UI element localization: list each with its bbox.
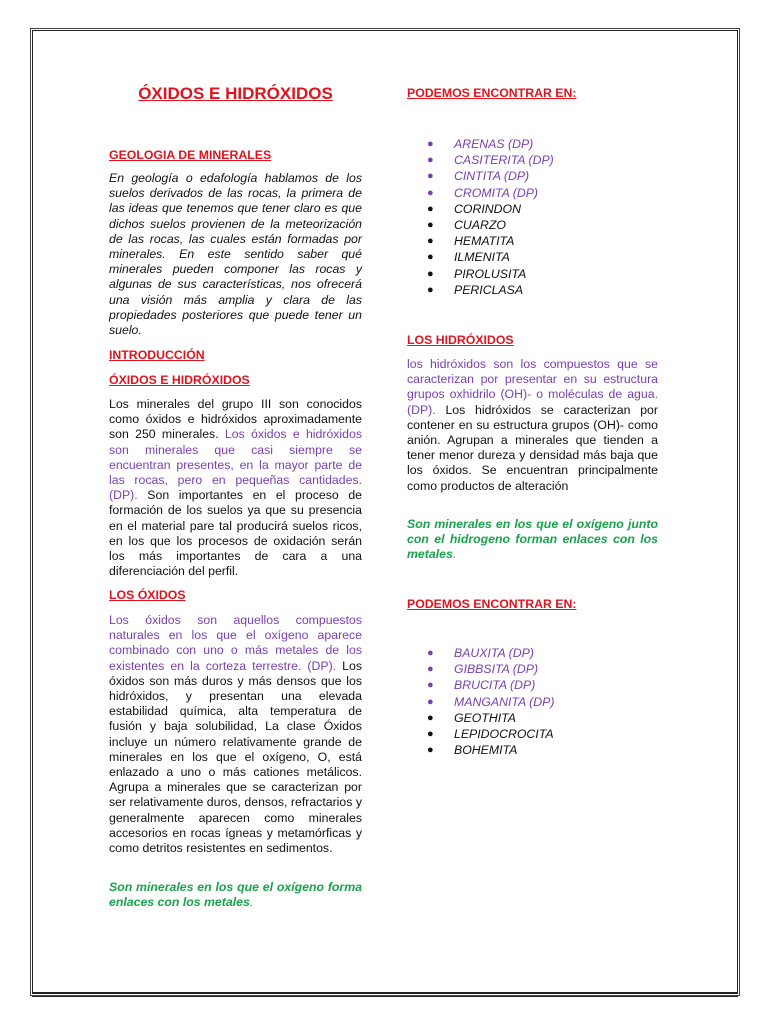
mineral-list-item bbox=[407, 152, 658, 168]
mineral-name: CINTITA (DP) bbox=[454, 169, 530, 184]
oxidos-hidroxidos-heading: ÓXIDOS E HIDRÓXIDOS bbox=[109, 373, 250, 387]
bullet-icon: ● bbox=[427, 663, 434, 676]
oxidos-green-statement bbox=[109, 880, 362, 910]
encontrar-heading-1: PODEMOS ENCONTRAR EN: bbox=[407, 86, 577, 100]
mineral-list-item bbox=[407, 185, 658, 201]
mineral-list-item bbox=[407, 710, 658, 726]
bullet-icon: ● bbox=[427, 283, 434, 296]
mineral-name: CROMITA (DP) bbox=[454, 185, 539, 200]
mineral-list-item bbox=[407, 266, 658, 282]
bullet-icon: ● bbox=[427, 728, 434, 741]
mineral-name: PERICLASA bbox=[454, 282, 524, 297]
mineral-name: CORINDON bbox=[454, 201, 521, 216]
hidroxidos-green-statement bbox=[407, 517, 658, 563]
bullet-icon: ● bbox=[427, 235, 434, 248]
mineral-list-item bbox=[407, 726, 658, 742]
mineral-name: HEMATITA bbox=[454, 234, 515, 249]
mineral-list-item bbox=[407, 694, 658, 710]
mineral-name: BRUCITA (DP) bbox=[454, 678, 536, 693]
intro-text-black: Los minerales del grupo III son conocidos como óxidos e hidróxidos aproximadamente son 250 minerales. bbox=[109, 397, 362, 442]
hidroxidos-heading: LOS HIDRÓXIDOS bbox=[407, 333, 514, 347]
hidroxidos-text-purple: los hidróxidos son los compuestos que se caracterizan por presentar en su estructura grupos oxhidrilo (OH)- o moléculas de agua. (DP). bbox=[407, 357, 658, 417]
mineral-name: CASITERITA (DP) bbox=[454, 153, 554, 168]
mineral-name: GIBBSITA (DP) bbox=[454, 662, 539, 677]
hidroxidos-green-text: Son minerales en los que el oxígeno junto con el hidrogeno forman enlaces con los metales bbox=[407, 517, 658, 562]
mineral-list-item bbox=[407, 282, 658, 298]
mineral-list-item bbox=[407, 233, 658, 249]
bullet-icon: ● bbox=[427, 219, 434, 232]
mineral-name: CUARZO bbox=[454, 218, 506, 233]
document-title: ÓXIDOS E HIDRÓXIDOS bbox=[138, 84, 333, 103]
bullet-icon: ● bbox=[427, 202, 434, 215]
introduccion-heading: INTRODUCCIÓN bbox=[109, 348, 205, 362]
mineral-list-item bbox=[407, 201, 658, 217]
mineral-list-item bbox=[407, 136, 658, 152]
mineral-name: PIROLUSITA bbox=[454, 266, 527, 281]
mineral-list-item bbox=[407, 168, 658, 184]
introduccion-paragraph bbox=[109, 397, 362, 579]
oxidos-paragraph bbox=[109, 613, 362, 856]
mineral-name: LEPIDOCROCITA bbox=[454, 727, 554, 742]
geologia-heading: GEOLOGIA DE MINERALES bbox=[109, 148, 272, 162]
bullet-icon: ● bbox=[427, 138, 434, 150]
bullet-icon: ● bbox=[427, 267, 434, 280]
oxidos-text-black: Los óxidos son más duros y más densos que los hidróxidos, y presentan una elevada estabilidad química, alta temperatura de fusión y baja solubilidad, La clase Óxidos incluye un número relativamente grande de minerales en los que el oxígeno, O, está enlazado a uno o más cationes metálicos. Agrupa a minerales que se caracterizan por ser relativamente duros, densos, refractarios y generalmente aparecen como minerales accesorios en rocas ígneas y metamórficas y como detritos resistentes en sedimentos. bbox=[109, 658, 362, 856]
mineral-name: ILMENITA bbox=[454, 250, 510, 265]
mineral-name: BOHEMITA bbox=[454, 743, 518, 758]
geologia-paragraph: En geología o edafología hablamos de los suelos derivados de las rocas, la primera de las ideas que tenemos que tener claro es que dichos suelos provienen de la meteorización de las rocas, las cuales están formadas por minerales. En este sentido saber qué minerales pueden componer las rocas y algunas de sus características, nos ofrecerá una visión más amplia y clara de las propiedades posteriores que puede tener un suelo. bbox=[109, 171, 362, 338]
mineral-name: GEOTHITA bbox=[454, 710, 516, 725]
bullet-icon: ● bbox=[427, 170, 434, 183]
bullet-icon: ● bbox=[427, 154, 434, 167]
bullet-icon: ● bbox=[427, 711, 434, 724]
mineral-list-item bbox=[407, 661, 658, 677]
mineral-list-1 bbox=[407, 136, 658, 298]
bullet-icon: ● bbox=[427, 695, 434, 708]
page-border-bottom bbox=[32, 992, 738, 997]
mineral-name: MANGANITA (DP) bbox=[454, 694, 555, 709]
los-oxidos-heading: LOS ÓXIDOS bbox=[109, 588, 186, 602]
bullet-icon: ● bbox=[427, 251, 434, 264]
bullet-icon: ● bbox=[427, 186, 434, 199]
intro-text-black-2: Son importantes en el proceso de formación de los suelos ya que su presencia en el material pare tal producirá suelos ricos, en los que los procesos de oxidación serán los más importantes de cara a una diferenciación del perfil. bbox=[109, 488, 363, 579]
bullet-icon: ● bbox=[427, 679, 434, 692]
bullet-icon: ● bbox=[427, 744, 434, 757]
mineral-name: BAUXITA (DP) bbox=[454, 646, 534, 660]
mineral-list-item bbox=[407, 742, 658, 758]
mineral-list-item bbox=[407, 677, 658, 693]
mineral-name: ARENAS (DP) bbox=[454, 137, 534, 151]
encontrar-heading-2: PODEMOS ENCONTRAR EN: bbox=[407, 597, 577, 611]
intro-text-purple: Los óxidos e hidróxidos son minerales que casi siempre se encuentran presentes, en la mayor parte de las rocas, pero en pequeñas cantidades. (DP). bbox=[109, 427, 362, 503]
mineral-list-item bbox=[407, 217, 658, 233]
oxidos-green-period: . bbox=[249, 895, 254, 910]
mineral-list-2 bbox=[407, 645, 658, 758]
mineral-list-item bbox=[407, 249, 658, 265]
hidroxidos-green-period: . bbox=[452, 547, 457, 562]
oxidos-text-purple: Los óxidos son aquellos compuestos naturales en los que el oxígeno aparece combinado con uno o más metales de los existentes en la corteza terrestre. (DP). bbox=[109, 613, 362, 673]
oxidos-green-text: Son minerales en los que el oxígeno forma enlaces con los metales bbox=[109, 880, 362, 910]
bullet-icon: ● bbox=[427, 647, 434, 659]
hidroxidos-paragraph bbox=[407, 357, 658, 494]
hidroxidos-text-black: Los hidróxidos se caracterizan por contener en su estructura grupos (OH)- como anión. Agrupan a minerales que tienden a tener menor dureza y densidad más baja que los óxidos. Se encuentran principalmente como productos de alteración bbox=[407, 402, 658, 493]
mineral-list-item bbox=[407, 645, 658, 661]
